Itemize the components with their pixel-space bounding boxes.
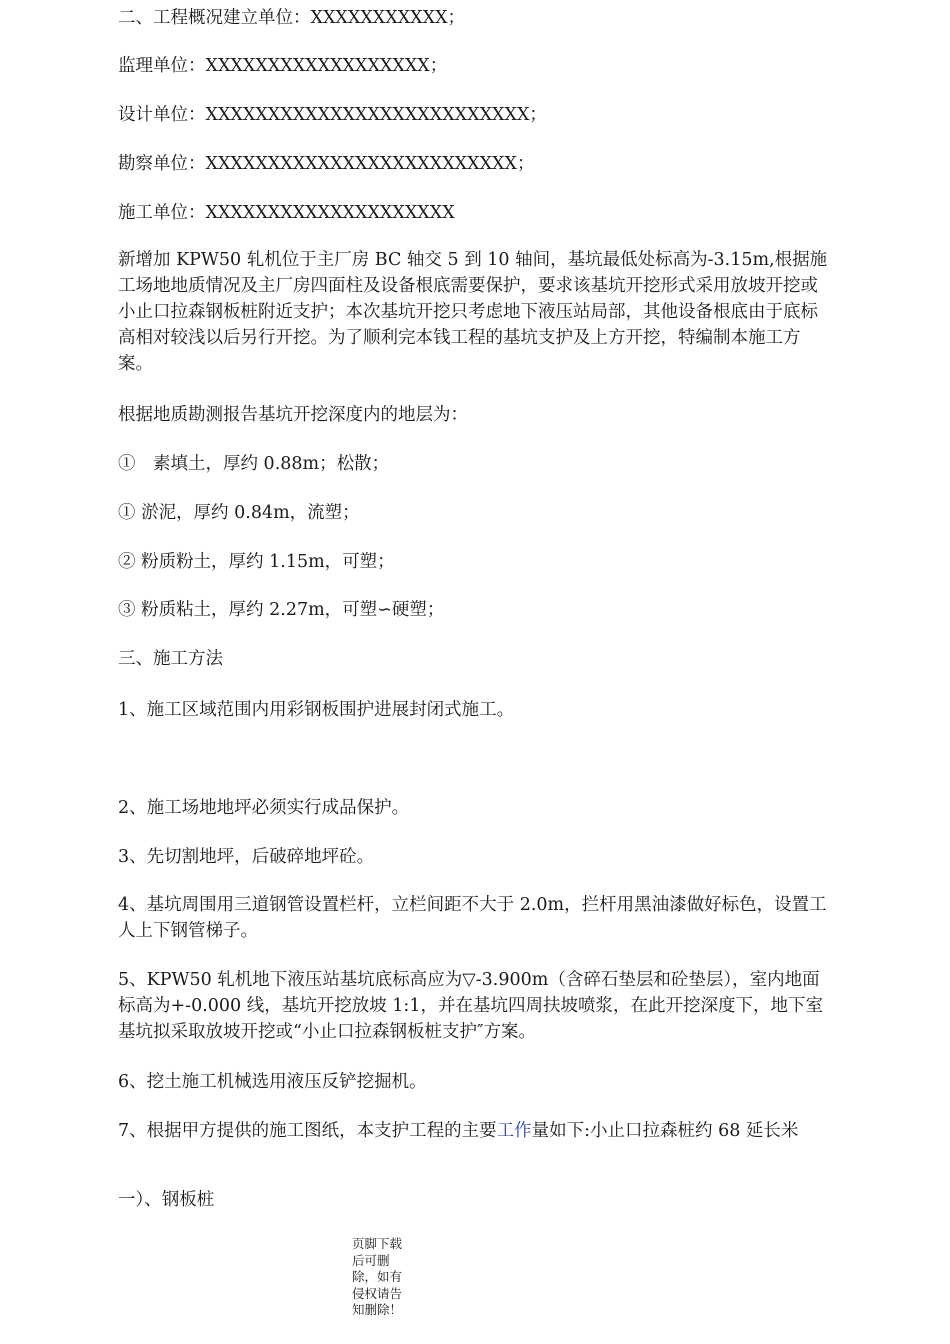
footer-note: 页脚下载后可删除，如有侵权请告知删除！ — [352, 1236, 403, 1317]
construction-unit-line: 施工单位：XXXXXXXXXXXXXXXXXXXX — [118, 203, 455, 223]
subsection-heading-steel-sheet-pile: 一）、钢板桩 — [118, 1190, 215, 1210]
work-link[interactable]: 工作 — [496, 1121, 532, 1141]
method-item-6: 6、挖土施工机械选用液压反铲挖掘机。 — [118, 1072, 427, 1092]
method-item-3: 3、先切割地坪，后破碎地坪砼。 — [118, 847, 375, 867]
soil-layer-silty-clay: ③ 粉质粘土，厚约 2.27m，可塑∽硬塑； — [118, 600, 445, 620]
survey-unit-line: 勘察单位：XXXXXXXXXXXXXXXXXXXXXXXXX； — [118, 154, 535, 174]
method-item-5: 5、KPW50 轧机地下液压站基坑底标高应为▽-3.900m（含碎石垫层和砼垫层），室内地面标高为+-0.000 线，基坑开挖放坡 1:1，并在基坑四周扶坡喷浆，在此开挖深度下，地下室基坑拟采取放坡开挖或“小止口拉森钢板桩支护″方案。 — [118, 970, 823, 1042]
method-item-1: 1、施工区域范围内用彩钢板围护进展封闭式施工。 — [118, 700, 515, 720]
geology-intro-line: 根据地质勘测报告基坑开挖深度内的地层为： — [118, 405, 468, 425]
soil-layer-silt: ① 淤泥，厚约 0.84m，流塑； — [118, 503, 360, 523]
project-description-paragraph: 新增加 KPW50 轧机位于主厂房 BC 轴交 5 到 10 轴间，基坑最低处标高为-3.15m,根据施工场地地质情况及主厂房四面柱及设备根底需要保护，要求该基坑开挖形式采用放坡开挖或小止口拉森钢板桩附近支护；本次基坑开挖只考虑地下液压站局部，其他设备根底由于底标高相对较浅以后另行开挖。为了顺利完本钱工程的基坑支护及上方开挖，特编制本施工方案。 — [118, 250, 828, 374]
soil-layer-fill: ① 素填土，厚约 0.88m；松散； — [118, 454, 390, 474]
section-heading-construction-method: 三、施工方法 — [118, 649, 223, 669]
soil-layer-silty-soil: ② 粉质粉土，厚约 1.15m，可塑； — [118, 552, 395, 572]
method-item-7-text-end: 量如下:小止口拉森桩约 68 延长米 — [531, 1121, 799, 1141]
method-item-2: 2、施工场地地坪必须实行成品保护。 — [118, 798, 410, 818]
section-heading-project-overview: 二、工程概况建立单位：XXXXXXXXXXX； — [118, 8, 466, 28]
supervision-unit-line: 监理单位：XXXXXXXXXXXXXXXXXX； — [118, 56, 448, 76]
method-item-4: 4、基坑周围用三道钢管设置栏杆，立栏间距不大于 2.0m，拦杆用黑油漆做好标色，设置工人上下钢管梯子。 — [118, 895, 827, 941]
design-unit-line: 设计单位：XXXXXXXXXXXXXXXXXXXXXXXXXX； — [118, 105, 547, 125]
method-item-7 — [118, 1118, 834, 1144]
method-item-7-text-start: 7、根据甲方提供的施工图纸，本支护工程的主要 — [118, 1121, 497, 1141]
